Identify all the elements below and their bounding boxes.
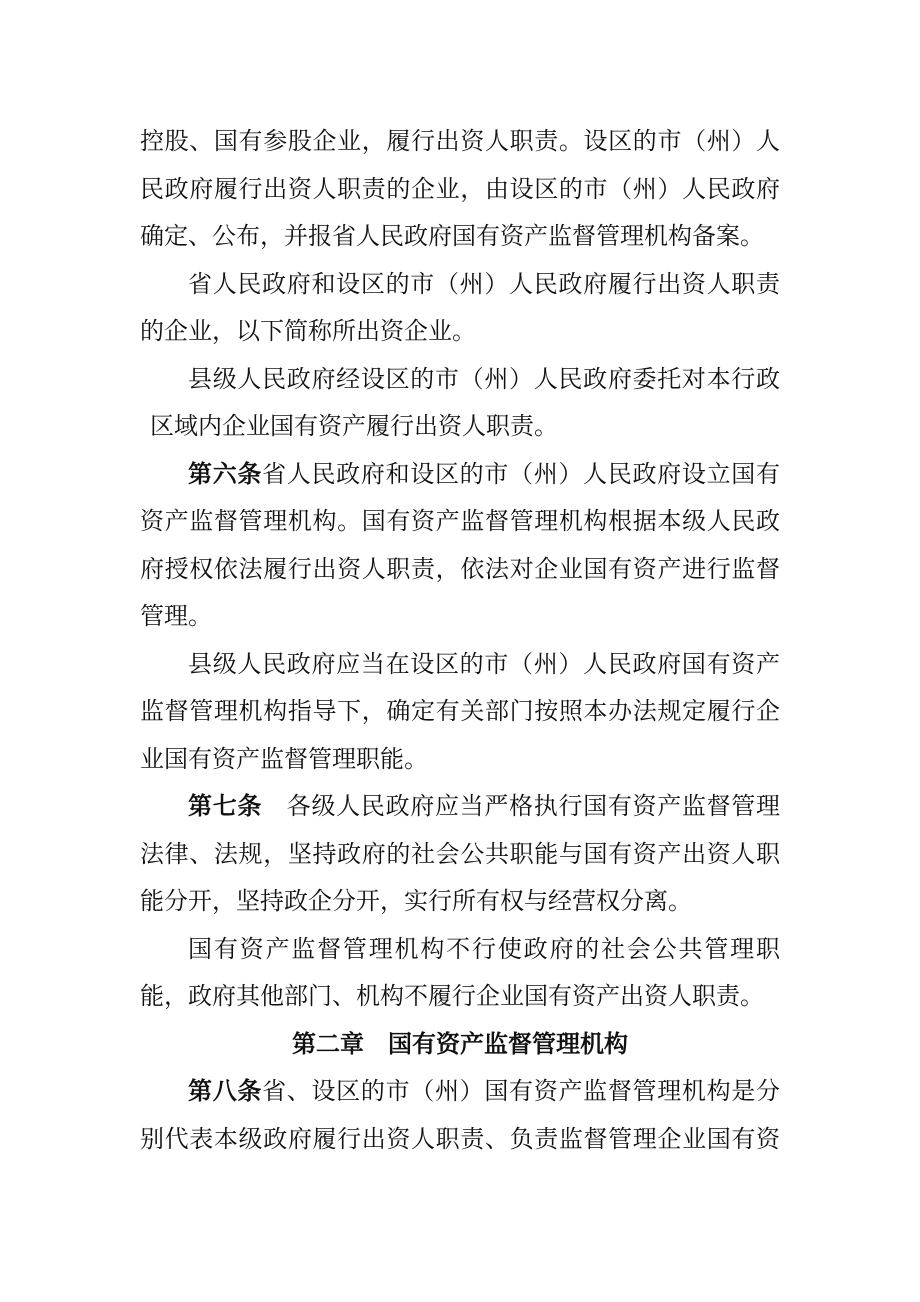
chapter-title: 国有资产监督管理机构 [388,1029,628,1058]
text-line: 府授权依法履行出资人职责，依法对企业国有资产进行监督 [140,554,780,583]
article-6 [140,451,780,641]
text-line: 国有资产监督管理机构不行使政府的社会公共管理职 [188,934,780,963]
chapter-number: 第二章 [292,1029,364,1058]
text-line: 资产监督管理机构。国有资产监督管理机构根据本级人民政 [140,507,780,535]
text-line: 法律、法规，坚持政府的社会公共职能与国有资产出资人职 [140,839,780,868]
text-line: 别代表本级政府履行出资人职责、负责监督管理企业国有资 [140,1124,780,1153]
paragraph-2 [140,261,780,356]
text-line: 的企业，以下简称所出资企业。 [140,317,476,345]
text-line: 县级人民政府经设区的市（州）人民政府委托对本行政 [188,364,780,393]
article-7 [140,783,780,926]
chapter-heading [140,1021,780,1069]
article-number: 第七条 [188,792,263,820]
article-number: 第八条 [188,1077,263,1105]
text-line: 控股、国有参股企业，履行出资人职责。设区的市（州）人 [140,127,780,155]
text-line: 监督管理机构指导下，确定有关部门按照本办法规定履行企 [140,697,780,725]
article-8 [140,1068,780,1163]
text-line: 确定、公布，并报省人民政府国有资产监督管理机构备案。 [140,222,764,250]
article-number: 第六条 [188,459,263,488]
text-line: 管理。 [140,602,212,630]
text-line: 能，政府其他部门、机构不履行企业国有资产出资人职责。 [140,982,764,1010]
paragraph-3 [140,356,780,451]
text-line: 第八条省、设区的市（州）国有资产监督管理机构是分 [188,1077,781,1105]
text-line: 第七条 各级人民政府应当严格执行国有资产监督管理 [188,792,781,820]
document-page [140,118,780,1163]
text-line: 省人民政府和设区的市（州）人民政府履行出资人职责 [188,269,780,298]
text-line: 第六条省人民政府和设区的市（州）人民政府设立国有 [188,459,781,488]
text-line: 县级人民政府应当在设区的市（州）人民政府国有资产 [188,649,780,678]
text-line: 区域内企业国有资产履行出资人职责。 [150,412,558,440]
text-line: 业国有资产监督管理职能。 [140,744,428,773]
text-line: 民政府履行出资人职责的企业，由设区的市（州）人民政府 [140,174,780,203]
paragraph-5 [140,641,780,784]
text-line: 能分开，坚持政企分开，实行所有权与经营权分离。 [140,887,692,915]
paragraph-7 [140,926,780,1021]
paragraph-1 [140,118,780,261]
